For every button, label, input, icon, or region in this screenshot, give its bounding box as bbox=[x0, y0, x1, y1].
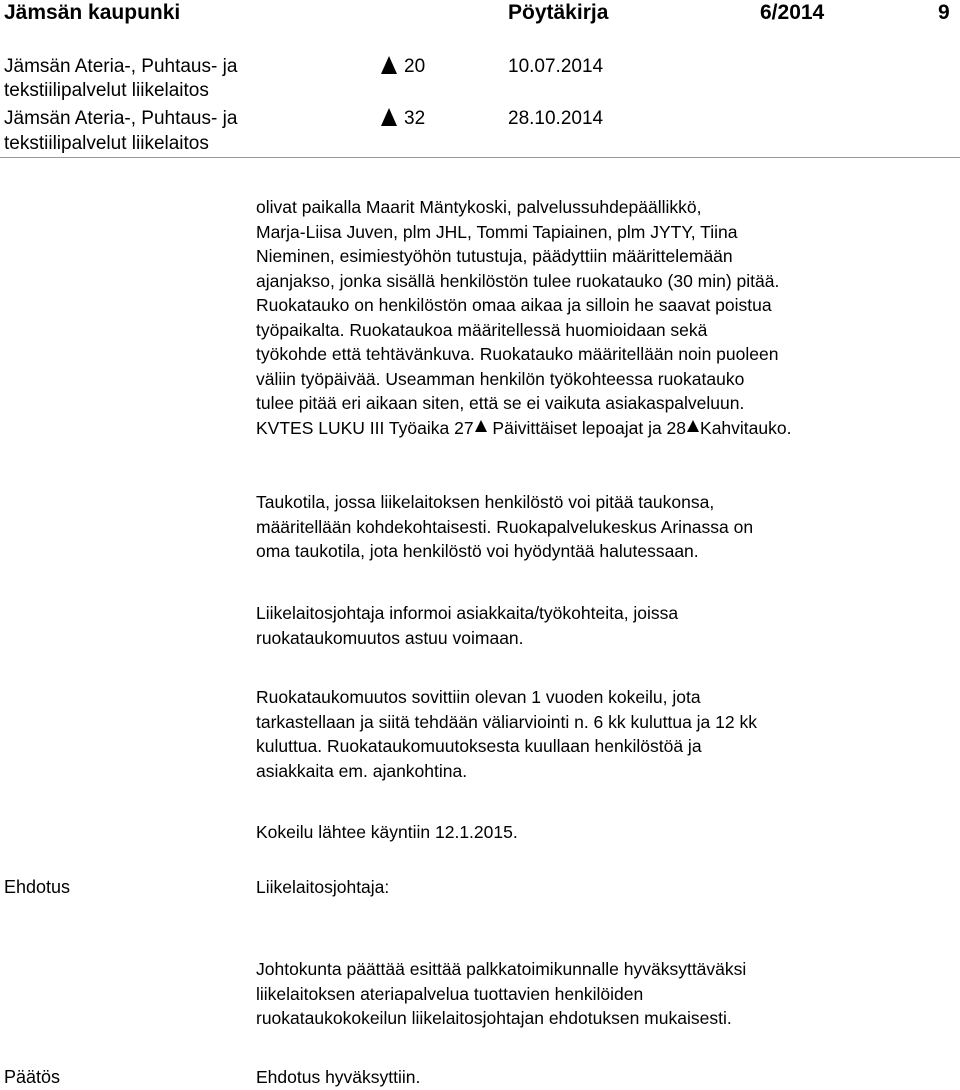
municipality-name: Jämsän kaupunki bbox=[4, 1, 181, 24]
text-line: oma taukotila, jota henkilöstö voi hyödyntää halutessaan. bbox=[256, 541, 699, 561]
section-sign-icon bbox=[687, 420, 699, 432]
reference-org-line2: tekstiilipalvelut liikelaitos bbox=[4, 80, 209, 101]
ehdotus-label: Ehdotus bbox=[4, 877, 71, 897]
page-number: 9 bbox=[938, 1, 950, 24]
reference-org-line1: Jämsän Ateria-, Puhtaus- ja bbox=[4, 108, 238, 129]
text-line: Ruokataukomuutos sovittiin olevan 1 vuoden kokeilu, jota bbox=[256, 687, 701, 707]
text-line: ajanjakso, jonka sisällä henkilöstön tulee ruokatauko (30 min) pitää. bbox=[256, 270, 780, 291]
text-line: Nieminen, esimiestyöhön tutustuja, päädyttiin määrittelemään bbox=[256, 246, 733, 266]
body-paragraph-3 bbox=[256, 601, 956, 650]
body-paragraph-4 bbox=[256, 685, 956, 783]
text-line-with-references bbox=[256, 416, 956, 441]
reference-section-number: 32 bbox=[404, 108, 426, 129]
reference-text: KVTES LUKU III Työaika 27 bbox=[256, 417, 474, 438]
ehdotus-author bbox=[256, 875, 956, 900]
paatos-text bbox=[256, 1065, 956, 1090]
text-line: Kokeilu lähtee käyntiin 12.1.2015. bbox=[256, 822, 518, 842]
document-type: Pöytäkirja bbox=[508, 1, 609, 24]
text-line: Marja-Liisa Juven, plm JHL, Tommi Tapiainen, plm JYTY, Tiina bbox=[256, 221, 738, 242]
text-line: kuluttua. Ruokataukomuutoksesta kuullaan henkilöstöä ja bbox=[256, 736, 702, 756]
reference-org-line2: tekstiilipalvelut liikelaitos bbox=[4, 133, 209, 154]
text-line: Liikelaitosjohtaja informoi asiakkaita/työkohteita, joissa bbox=[256, 603, 679, 623]
body-paragraph-1 bbox=[256, 195, 956, 440]
header-divider bbox=[0, 157, 960, 158]
document-number: 6/2014 bbox=[760, 1, 825, 24]
section-sign-icon bbox=[381, 108, 397, 126]
reference-text: Päivittäiset lepoajat ja 28 bbox=[487, 417, 687, 438]
text-line: ruokataukokokeilun liikelaitosjohtajan ehdotuksen mukaisesti. bbox=[256, 1008, 732, 1028]
reference-date: 28.10.2014 bbox=[508, 108, 604, 129]
reference-org-line1: Jämsän Ateria-, Puhtaus- ja bbox=[4, 56, 238, 77]
text-line: Taukotila, jossa liikelaitoksen henkilöstö voi pitää taukonsa, bbox=[256, 492, 715, 512]
text-line: liikelaitoksen ateriapalvelua tuottavien henkilöiden bbox=[256, 983, 644, 1004]
text-line: Ruokatauko on henkilöstön omaa aikaa ja silloin he saavat poistua bbox=[256, 295, 772, 315]
section-sign-icon bbox=[475, 420, 487, 432]
text-line: Johtokunta päättää esittää palkkatoimikunnalle hyväksyttäväksi bbox=[256, 959, 747, 979]
text-line: määritellään kohdekohtaisesti. Ruokapalvelukeskus Arinassa on bbox=[256, 516, 754, 537]
reference-date: 10.07.2014 bbox=[508, 56, 604, 77]
text-line: tarkastellaan ja siitä tehdään väliarviointi n. 6 kk kuluttua ja 12 kk bbox=[256, 711, 757, 732]
text-line: työkohde että tehtävänkuva. Ruokatauko määritellään noin puoleen bbox=[256, 344, 779, 364]
reference-text: Kahvitauko. bbox=[700, 417, 792, 438]
text-line: tulee pitää eri aikaan siten, että se ei vaikuta asiakaspalveluun. bbox=[256, 393, 745, 413]
text-line: Liikelaitosjohtaja: bbox=[256, 877, 390, 897]
text-line: Ehdotus hyväksyttiin. bbox=[256, 1067, 421, 1087]
reference-section-number: 20 bbox=[404, 56, 426, 77]
text-line: työpaikalta. Ruokataukoa määritellessä huomioidaan sekä bbox=[256, 319, 708, 340]
body-paragraph-2 bbox=[256, 490, 956, 564]
text-line: väliin työpäivää. Useamman henkilön työkohteessa ruokatauko bbox=[256, 368, 745, 389]
body-paragraph-5 bbox=[256, 820, 956, 845]
section-sign-icon bbox=[381, 56, 397, 74]
text-line: ruokataukomuutos astuu voimaan. bbox=[256, 627, 524, 648]
text-line: asiakkaita em. ajankohtina. bbox=[256, 760, 468, 781]
paatos-label: Päätös bbox=[4, 1067, 61, 1087]
text-line: olivat paikalla Maarit Mäntykoski, palvelussuhdepäällikkö, bbox=[256, 197, 702, 217]
ehdotus-text bbox=[256, 957, 956, 1031]
